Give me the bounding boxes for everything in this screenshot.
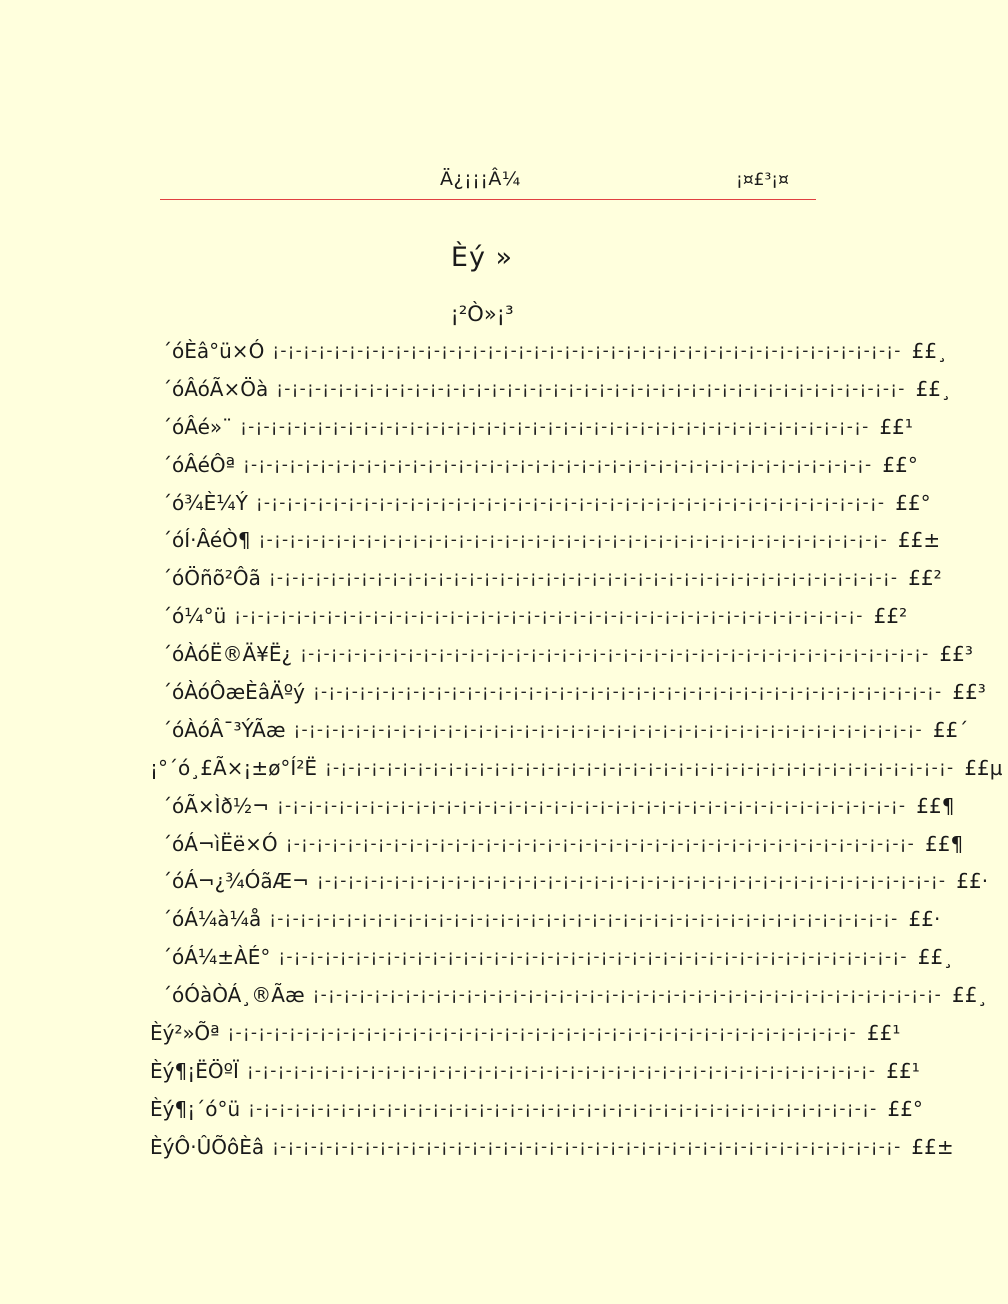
toc-entry-page: ££± — [897, 528, 941, 553]
toc-entry-page: ££¶ — [916, 793, 955, 818]
toc-dot-leader: ¡-¡-¡-¡-¡-¡-¡-¡-¡-¡-¡-¡-¡-¡-¡-¡-¡-¡-¡-¡-¡-¡-¡-¡-¡-¡-¡-¡-¡-¡-¡-¡-¡-¡-¡-¡-¡-¡-¡-¡-¡- — [255, 492, 886, 513]
toc-entry-label: ´ó¾È¼Ý — [162, 490, 248, 515]
toc-entry-label: ´óÁ¬¿¾ÓãÆ¬ — [162, 869, 309, 894]
toc-entry[interactable] — [150, 370, 952, 408]
toc-entry-label: Èý¶¡ËÖºÏ — [150, 1058, 239, 1083]
toc-dot-leader: ¡-¡-¡-¡-¡-¡-¡-¡-¡-¡-¡-¡-¡-¡-¡-¡-¡-¡-¡-¡-¡-¡-¡-¡-¡-¡-¡-¡-¡-¡-¡-¡-¡-¡-¡-¡-¡-¡-¡-¡-¡- — [258, 530, 888, 551]
toc-entry-label: ´óÖñõ²Ôã — [162, 566, 261, 591]
toc-entry-page: ££µ — [964, 755, 1003, 780]
toc-entry[interactable] — [150, 787, 955, 825]
toc-entry-label: ´óÁ¼à¼å — [162, 907, 262, 932]
toc-entry-label: ÈýÔ·ÛÕôÈâ — [150, 1134, 265, 1159]
toc-entry-page: ££¹ — [866, 1020, 901, 1045]
toc-dot-leader: ¡-¡-¡-¡-¡-¡-¡-¡-¡-¡-¡-¡-¡-¡-¡-¡-¡-¡-¡-¡-¡-¡-¡-¡-¡-¡-¡-¡-¡-¡-¡-¡-¡-¡-¡-¡-¡-¡-¡-¡-¡- — [276, 795, 907, 816]
toc-entry[interactable] — [150, 559, 942, 597]
toc-entry-page: ££³ — [939, 642, 973, 667]
section-title: Èý » — [450, 242, 514, 273]
toc-entry[interactable] — [150, 749, 1003, 787]
toc-dot-leader: ¡-¡-¡-¡-¡-¡-¡-¡-¡-¡-¡-¡-¡-¡-¡-¡-¡-¡-¡-¡-¡-¡-¡-¡-¡-¡-¡-¡-¡-¡-¡-¡-¡-¡-¡-¡-¡-¡-¡-¡-¡- — [246, 1060, 877, 1081]
header-rule — [160, 199, 816, 200]
toc-entry[interactable] — [150, 976, 988, 1014]
toc-dot-leader: ¡-¡-¡-¡-¡-¡-¡-¡-¡-¡-¡-¡-¡-¡-¡-¡-¡-¡-¡-¡-¡-¡-¡-¡-¡-¡-¡-¡-¡-¡-¡-¡-¡-¡-¡-¡-¡-¡-¡-¡-¡- — [312, 985, 942, 1006]
toc-entry-label: ´óÈâ°ü×Ó — [162, 338, 265, 363]
toc-dot-leader: ¡-¡-¡-¡-¡-¡-¡-¡-¡-¡-¡-¡-¡-¡-¡-¡-¡-¡-¡-¡-¡-¡-¡-¡-¡-¡-¡-¡-¡-¡-¡-¡-¡-¡-¡-¡-¡-¡-¡-¡-¡- — [276, 378, 906, 399]
toc-dot-leader: ¡-¡-¡-¡-¡-¡-¡-¡-¡-¡-¡-¡-¡-¡-¡-¡-¡-¡-¡-¡-¡-¡-¡-¡-¡-¡-¡-¡-¡-¡-¡-¡-¡-¡-¡-¡-¡-¡-¡-¡-¡- — [278, 947, 908, 968]
toc-entry-page: ££¸ — [951, 983, 988, 1008]
toc-dot-leader: ¡-¡-¡-¡-¡-¡-¡-¡-¡-¡-¡-¡-¡-¡-¡-¡-¡-¡-¡-¡-¡-¡-¡-¡-¡-¡-¡-¡-¡-¡-¡-¡-¡-¡-¡-¡-¡-¡-¡-¡-¡- — [272, 1136, 902, 1157]
toc-entry-label: ¡°´ó¸£Ã×¡±ø°Í²Ë — [150, 755, 317, 780]
toc-entry-label: ´óÂéÔª — [162, 452, 236, 477]
toc-entry-page: ££¹ — [879, 414, 913, 439]
toc-dot-leader: ¡-¡-¡-¡-¡-¡-¡-¡-¡-¡-¡-¡-¡-¡-¡-¡-¡-¡-¡-¡-¡-¡-¡-¡-¡-¡-¡-¡-¡-¡-¡-¡-¡-¡-¡-¡-¡-¡-¡-¡-¡- — [272, 340, 902, 361]
toc-entry-page: ££± — [911, 1134, 954, 1159]
toc-entry-label: ´óÀóÂ¯³ÝÃæ — [162, 717, 286, 742]
toc-dot-leader: ¡-¡-¡-¡-¡-¡-¡-¡-¡-¡-¡-¡-¡-¡-¡-¡-¡-¡-¡-¡-¡-¡-¡-¡-¡-¡-¡-¡-¡-¡-¡-¡-¡-¡-¡-¡-¡-¡-¡-¡-¡- — [293, 719, 923, 740]
toc-dot-leader: ¡-¡-¡-¡-¡-¡-¡-¡-¡-¡-¡-¡-¡-¡-¡-¡-¡-¡-¡-¡-¡-¡-¡-¡-¡-¡-¡-¡-¡-¡-¡-¡-¡-¡-¡-¡-¡-¡-¡-¡-¡- — [240, 416, 870, 437]
toc-entry-page: ££¸ — [915, 376, 952, 401]
toc-entry-page: ££¶ — [925, 831, 964, 856]
toc-entry-page: ££² — [908, 566, 942, 591]
toc-dot-leader: ¡-¡-¡-¡-¡-¡-¡-¡-¡-¡-¡-¡-¡-¡-¡-¡-¡-¡-¡-¡-¡-¡-¡-¡-¡-¡-¡-¡-¡-¡-¡-¡-¡-¡-¡-¡-¡-¡-¡-¡-¡- — [316, 871, 947, 892]
table-of-contents — [150, 332, 1003, 1166]
toc-entry[interactable] — [150, 1090, 923, 1128]
toc-dot-leader: ¡-¡-¡-¡-¡-¡-¡-¡-¡-¡-¡-¡-¡-¡-¡-¡-¡-¡-¡-¡-¡-¡-¡-¡-¡-¡-¡-¡-¡-¡-¡-¡-¡-¡-¡-¡-¡-¡-¡-¡-¡- — [300, 644, 930, 665]
toc-entry[interactable] — [150, 938, 954, 976]
toc-dot-leader: ¡-¡-¡-¡-¡-¡-¡-¡-¡-¡-¡-¡-¡-¡-¡-¡-¡-¡-¡-¡-¡-¡-¡-¡-¡-¡-¡-¡-¡-¡-¡-¡-¡-¡-¡-¡-¡-¡-¡-¡-¡- — [248, 1098, 878, 1119]
toc-entry[interactable] — [150, 408, 913, 446]
toc-dot-leader: ¡-¡-¡-¡-¡-¡-¡-¡-¡-¡-¡-¡-¡-¡-¡-¡-¡-¡-¡-¡-¡-¡-¡-¡-¡-¡-¡-¡-¡-¡-¡-¡-¡-¡-¡-¡-¡-¡-¡-¡-¡- — [234, 606, 864, 627]
toc-dot-leader: ¡-¡-¡-¡-¡-¡-¡-¡-¡-¡-¡-¡-¡-¡-¡-¡-¡-¡-¡-¡-¡-¡-¡-¡-¡-¡-¡-¡-¡-¡-¡-¡-¡-¡-¡-¡-¡-¡-¡-¡-¡- — [227, 1022, 857, 1043]
toc-entry[interactable] — [150, 446, 918, 484]
toc-entry-label: ´óÓàÒÁ¸®Ãæ — [162, 983, 305, 1008]
toc-entry[interactable] — [150, 711, 969, 749]
toc-entry-page: ££· — [908, 907, 941, 932]
toc-entry-page: ££· — [956, 869, 989, 894]
running-header-right: ¡¤£³¡¤ — [736, 170, 789, 190]
toc-dot-leader: ¡-¡-¡-¡-¡-¡-¡-¡-¡-¡-¡-¡-¡-¡-¡-¡-¡-¡-¡-¡-¡-¡-¡-¡-¡-¡-¡-¡-¡-¡-¡-¡-¡-¡-¡-¡-¡-¡-¡-¡-¡- — [243, 454, 873, 475]
toc-entry[interactable] — [150, 673, 986, 711]
toc-entry[interactable] — [150, 635, 973, 673]
toc-dot-leader: ¡-¡-¡-¡-¡-¡-¡-¡-¡-¡-¡-¡-¡-¡-¡-¡-¡-¡-¡-¡-¡-¡-¡-¡-¡-¡-¡-¡-¡-¡-¡-¡-¡-¡-¡-¡-¡-¡-¡-¡-¡- — [324, 757, 955, 778]
toc-entry[interactable] — [150, 1052, 920, 1090]
toc-entry[interactable] — [150, 862, 989, 900]
toc-dot-leader: ¡-¡-¡-¡-¡-¡-¡-¡-¡-¡-¡-¡-¡-¡-¡-¡-¡-¡-¡-¡-¡-¡-¡-¡-¡-¡-¡-¡-¡-¡-¡-¡-¡-¡-¡-¡-¡-¡-¡-¡-¡- — [313, 681, 943, 702]
toc-dot-leader: ¡-¡-¡-¡-¡-¡-¡-¡-¡-¡-¡-¡-¡-¡-¡-¡-¡-¡-¡-¡-¡-¡-¡-¡-¡-¡-¡-¡-¡-¡-¡-¡-¡-¡-¡-¡-¡-¡-¡-¡-¡- — [268, 568, 899, 589]
toc-entry-label: ´óÀóË®Ä¥Ë¿ — [162, 642, 293, 667]
toc-entry-page: ££² — [873, 604, 908, 629]
toc-entry-page: ££° — [887, 1096, 923, 1121]
toc-entry[interactable] — [150, 597, 908, 635]
toc-entry-page: ££³ — [952, 679, 986, 704]
toc-entry[interactable] — [150, 484, 931, 522]
toc-entry-label: ´óÁ¬ìËë×Ó — [162, 831, 278, 856]
toc-entry[interactable] — [150, 825, 964, 863]
toc-entry-page: ££° — [895, 490, 931, 515]
toc-entry[interactable] — [150, 1014, 901, 1052]
toc-entry-label: ´ó¼°ü — [162, 604, 227, 629]
toc-entry-page: ££´ — [932, 717, 969, 742]
toc-entry-label: Èý²»Õª — [150, 1020, 220, 1045]
toc-entry-label: ´óÍ·ÂéÒ¶ — [162, 528, 251, 553]
toc-entry-label: ´óÂóÃ×Öà — [162, 376, 269, 401]
toc-entry-page: ££° — [882, 452, 918, 477]
toc-entry-label: ´óÁ¼±ÀÉ° — [162, 945, 271, 970]
toc-entry[interactable] — [150, 332, 948, 370]
running-header-left: Ä¿¡¡¡Â¼ — [440, 168, 521, 190]
toc-entry-page: ££¸ — [917, 945, 954, 970]
toc-entry[interactable] — [150, 521, 941, 559]
toc-entry-page: ££¹ — [886, 1058, 920, 1083]
toc-entry-label: ´óÂé»¨ — [162, 414, 233, 439]
toc-entry-label: ´óÃ×Ìð½¬ — [162, 793, 269, 818]
toc-entry[interactable] — [150, 1128, 954, 1166]
section-subtitle: ¡²Ò»¡³ — [450, 302, 514, 326]
toc-dot-leader: ¡-¡-¡-¡-¡-¡-¡-¡-¡-¡-¡-¡-¡-¡-¡-¡-¡-¡-¡-¡-¡-¡-¡-¡-¡-¡-¡-¡-¡-¡-¡-¡-¡-¡-¡-¡-¡-¡-¡-¡-¡- — [269, 909, 899, 930]
toc-dot-leader: ¡-¡-¡-¡-¡-¡-¡-¡-¡-¡-¡-¡-¡-¡-¡-¡-¡-¡-¡-¡-¡-¡-¡-¡-¡-¡-¡-¡-¡-¡-¡-¡-¡-¡-¡-¡-¡-¡-¡-¡-¡- — [285, 833, 916, 854]
toc-entry-page: ££¸ — [911, 338, 948, 363]
toc-entry-label: ´óÀóÔæÈâÄºý — [162, 679, 306, 704]
toc-entry-label: Èý¶¡´ó°ü — [150, 1096, 241, 1121]
toc-entry[interactable] — [150, 900, 941, 938]
